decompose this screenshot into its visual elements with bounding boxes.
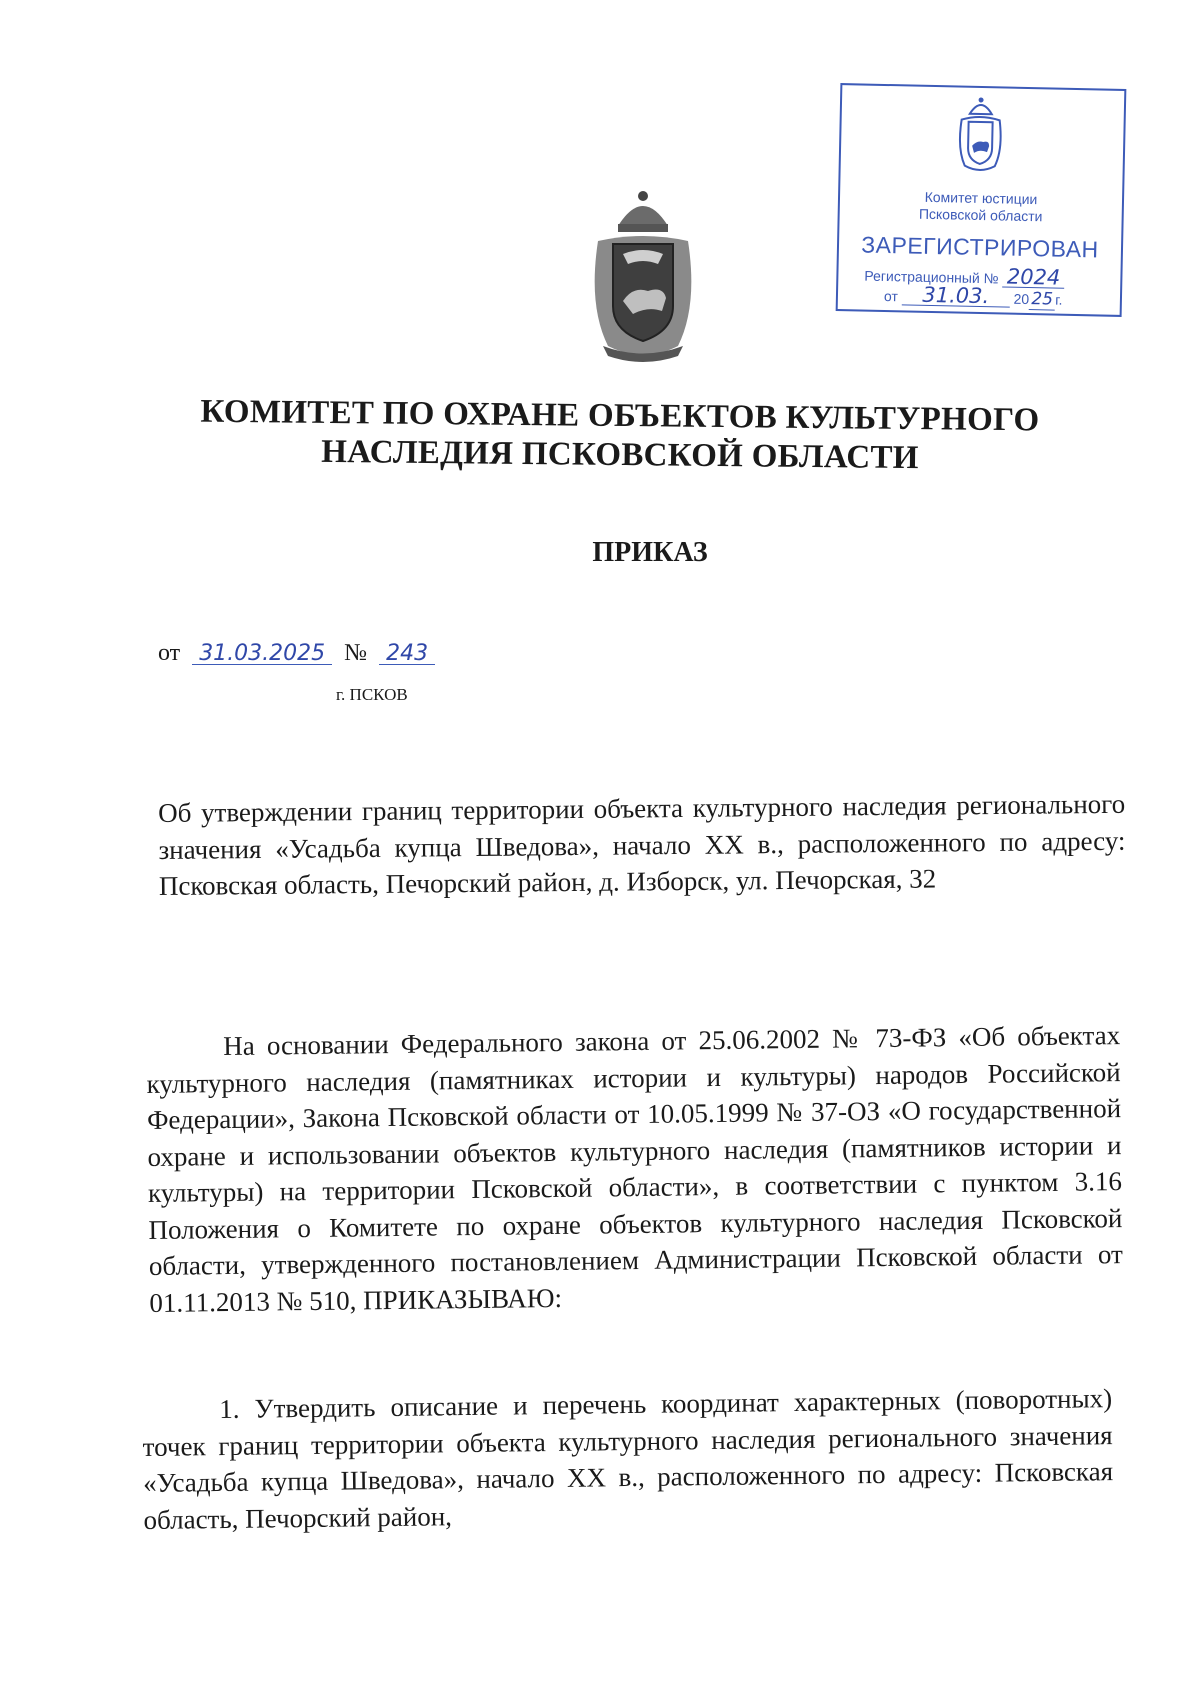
stamp-reg-number: 2024 bbox=[1002, 266, 1064, 288]
stamp-org-line-1: Комитет юстиции bbox=[924, 188, 1038, 208]
order-item-1: 1. Утвердить описание и перечень координат характерных (поворотных) точек границ территории объекта культурного наследия регионального значения «Усадьба купца Шведова», начало XX в., расположенного по адресу: Псковская область, Печорский район, bbox=[142, 1383, 1114, 1535]
order-number-label: № bbox=[344, 640, 368, 666]
org-title-line-2: НАСЛЕДИЯ ПСКОВСКОЙ ОБЛАСТИ bbox=[321, 433, 919, 477]
stamp-year-suffix: г. bbox=[1055, 291, 1063, 308]
order-date-number-line bbox=[158, 640, 441, 667]
order-subject: Об утверждении границ территории объекта культурного наследия регионального значения «Усадьба купца Шведова», начало XX в., расположенного по адресу: Псковская область, Печорский район, д. Изборск, ул. Печорская, 32 bbox=[158, 788, 1126, 901]
order-date: 31.03.2025 bbox=[192, 644, 332, 665]
stamp-date-line bbox=[884, 284, 1063, 311]
coat-of-arms-icon bbox=[953, 93, 1009, 176]
stamp-date-value: 31.03. bbox=[902, 284, 1010, 307]
order-basis-paragraph: На основании Федерального закона от 25.06.2002 № 73-ФЗ «Об объектах культурного наследия (памятниках истории и культуры) народов Российской Федерации», Закона Псковской области от 10.05.1999 № 37-ОЗ «О государственной охране и использовании объектов культурного наследия (памятников истории и культуры) на территории Псковской области», в соответствии с пунктом 3.16 Положения о Комитете по охране объектов культурного наследия Псковской области, утвержденного постановлением Администрации Псковской области от 01.11.2013 № 510, ПРИКАЗЫВАЮ: bbox=[146, 1020, 1124, 1318]
stamp-year-prefix: 20 bbox=[1013, 290, 1030, 308]
org-title-line-1: КОМИТЕТ ПО ОХРАНЕ ОБЪЕКТОВ КУЛЬТУРНОГО bbox=[200, 393, 1040, 439]
order-date-prefix: от bbox=[158, 640, 181, 666]
order-number: 243 bbox=[379, 644, 435, 665]
stamp-date-prefix: от bbox=[883, 287, 899, 305]
document-type: ПРИКАЗ bbox=[592, 537, 708, 568]
stamp-status: ЗАРЕГИСТРИРОВАН bbox=[861, 231, 1099, 263]
stamp-reg-label: Регистрационный № bbox=[864, 267, 999, 287]
stamp-year-value: 25 bbox=[1029, 289, 1055, 311]
registration-stamp bbox=[836, 83, 1127, 317]
coat-of-arms-icon bbox=[578, 186, 708, 366]
stamp-org-line-2: Псковской области bbox=[918, 205, 1043, 225]
order-city: г. ПСКОВ bbox=[336, 685, 408, 704]
